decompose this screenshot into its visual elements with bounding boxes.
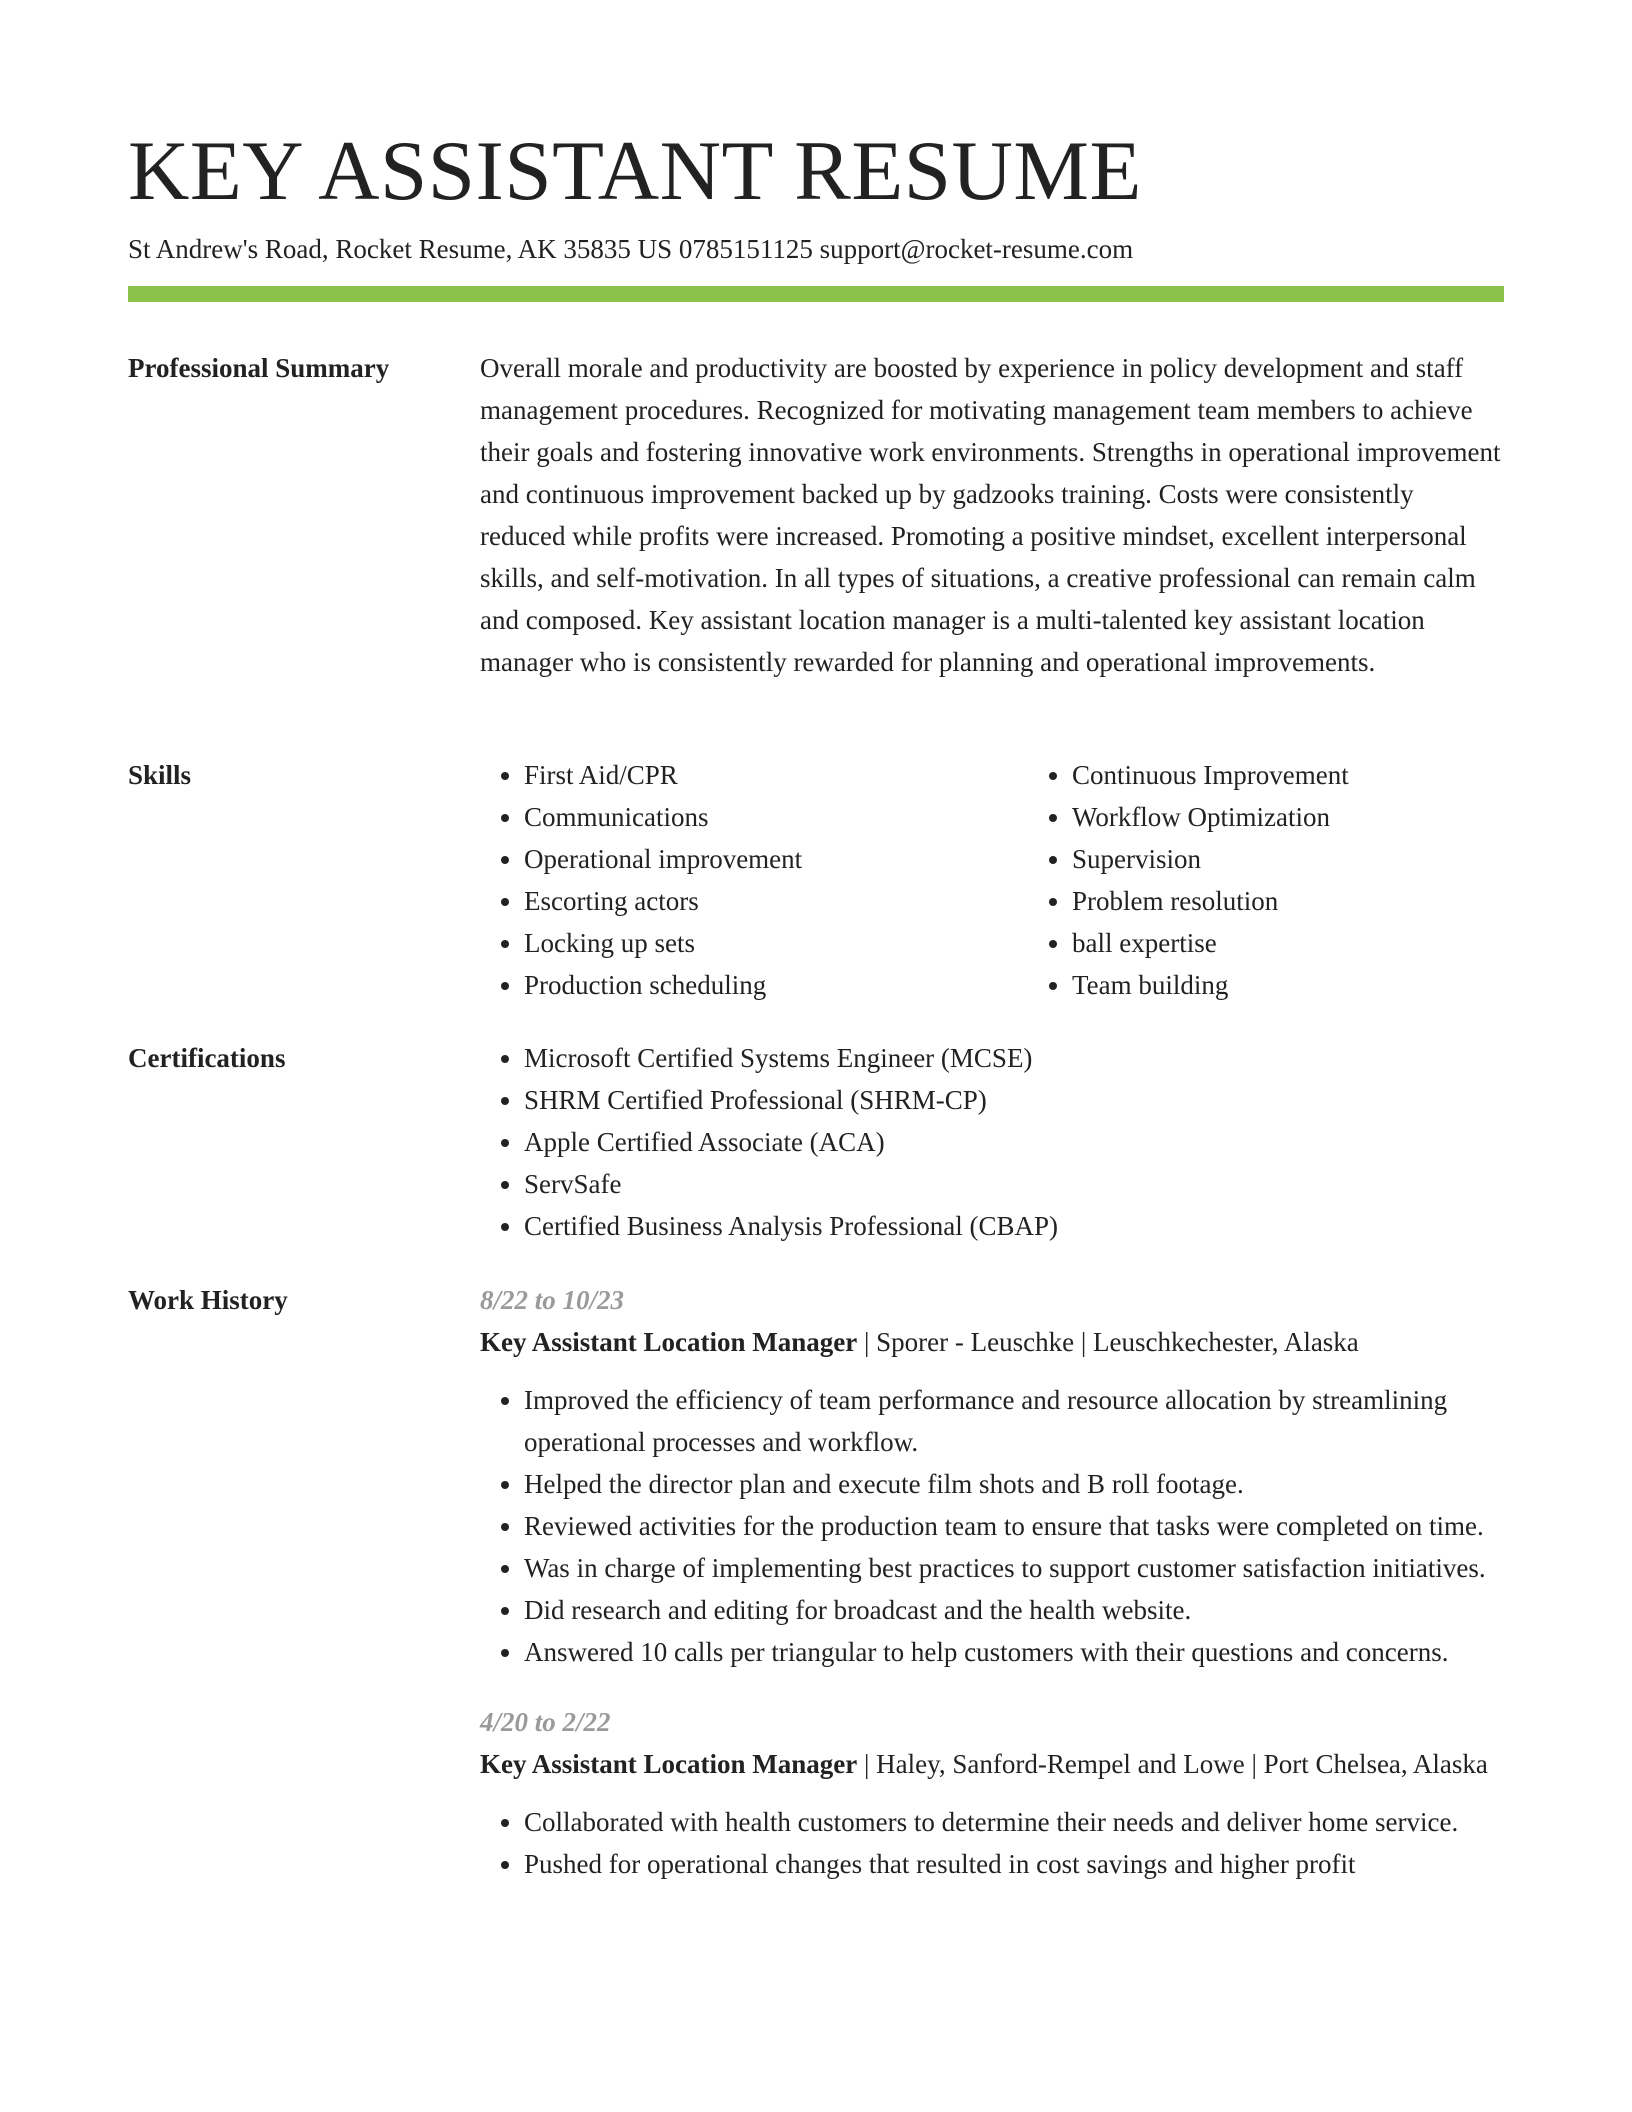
skill-item: • Supervision: [1072, 838, 1532, 880]
skill-item: • Continuous Improvement: [1072, 754, 1532, 796]
job-bullets: [480, 1379, 1504, 1673]
job-title: Key Assistant Location Manager: [480, 1749, 858, 1779]
skill-item: • Locking up sets: [524, 922, 984, 964]
job-title: Key Assistant Location Manager: [480, 1327, 858, 1357]
work-history-body: [480, 1279, 1504, 1913]
skill-item: • Workflow Optimization: [1072, 796, 1532, 838]
job-employer-location: | Sporer - Leuschke | Leuschkechester, Alaska: [857, 1327, 1359, 1357]
job-bullet: • Helped the director plan and execute film shots and B roll footage.: [524, 1463, 1504, 1505]
skills-body: [480, 754, 1504, 1006]
certification-item: • Microsoft Certified Systems Engineer (MCSE): [524, 1037, 1504, 1079]
job-role-line: [480, 1743, 1504, 1785]
skill-item: • Escorting actors: [524, 880, 984, 922]
certifications-list: [480, 1037, 1504, 1247]
certification-item: • SHRM Certified Professional (SHRM-CP): [524, 1079, 1504, 1121]
skill-item: • Problem resolution: [1072, 880, 1532, 922]
job-entry: [480, 1279, 1504, 1673]
certifications-label: Certifications: [128, 1043, 286, 1073]
job-entry: [480, 1701, 1504, 1885]
job-bullet: • Answered 10 calls per triangular to help customers with their questions and concerns.: [524, 1631, 1504, 1673]
skill-item: • ball expertise: [1072, 922, 1532, 964]
certification-item: • Certified Business Analysis Professional (CBAP): [524, 1205, 1504, 1247]
skill-item: • Operational improvement: [524, 838, 984, 880]
certification-item: • ServSafe: [524, 1163, 1504, 1205]
skill-item: • Team building: [1072, 964, 1532, 1006]
summary-body: [480, 347, 1504, 683]
job-role-line: [480, 1321, 1504, 1363]
job-bullet: • Reviewed activities for the production team to ensure that tasks were completed on time.: [524, 1505, 1504, 1547]
header-divider: [128, 286, 1504, 302]
job-dates: 4/20 to 2/22: [480, 1707, 611, 1737]
summary-text: Overall morale and productivity are boosted by experience in policy development and staff management procedures. Recognized for motivating management team members to achieve their goals and fostering innovative work environments. Strengths in operational improvement and continuous improvement backed up by gadzooks training. Costs were consistently reduced while profits were increased. Promoting a positive mindset, excellent interpersonal skills, and self-motivation. In all types of situations, a creative professional can remain calm and composed. Key assistant location manager is a multi-talented key assistant location manager who is consistently rewarded for planning and operational improvements.: [480, 353, 1501, 677]
summary-label: Professional Summary: [128, 353, 390, 383]
certification-item: • Apple Certified Associate (ACA): [524, 1121, 1504, 1163]
resume-title: KEY ASSISTANT RESUME: [128, 124, 1142, 218]
job-bullet: • Improved the efficiency of team performance and resource allocation by streamlining operational processes and workflow.: [524, 1379, 1504, 1463]
skill-item: • Production scheduling: [524, 964, 984, 1006]
job-bullet: • Was in charge of implementing best practices to support customer satisfaction initiatives.: [524, 1547, 1504, 1589]
job-bullet: • Collaborated with health customers to determine their needs and deliver home service.: [524, 1801, 1504, 1843]
job-bullet: • Did research and editing for broadcast and the health website.: [524, 1589, 1504, 1631]
certifications-body: [480, 1037, 1504, 1247]
skills-list-left: [480, 754, 984, 1006]
skills-list-right: [1028, 754, 1532, 1006]
contact-line: St Andrew's Road, Rocket Resume, AK 35835 US 0785151125 support@rocket-resume.com: [128, 234, 1134, 264]
job-dates: 8/22 to 10/23: [480, 1285, 625, 1315]
job-bullets: [480, 1801, 1504, 1885]
job-employer-location: | Haley, Sanford-Rempel and Lowe | Port Chelsea, Alaska: [857, 1749, 1488, 1779]
skills-label: Skills: [128, 760, 192, 790]
skill-item: • Communications: [524, 796, 984, 838]
skill-item: • First Aid/CPR: [524, 754, 984, 796]
job-bullet: • Pushed for operational changes that resulted in cost savings and higher profit: [524, 1843, 1504, 1885]
work-history-label: Work History: [128, 1285, 288, 1315]
